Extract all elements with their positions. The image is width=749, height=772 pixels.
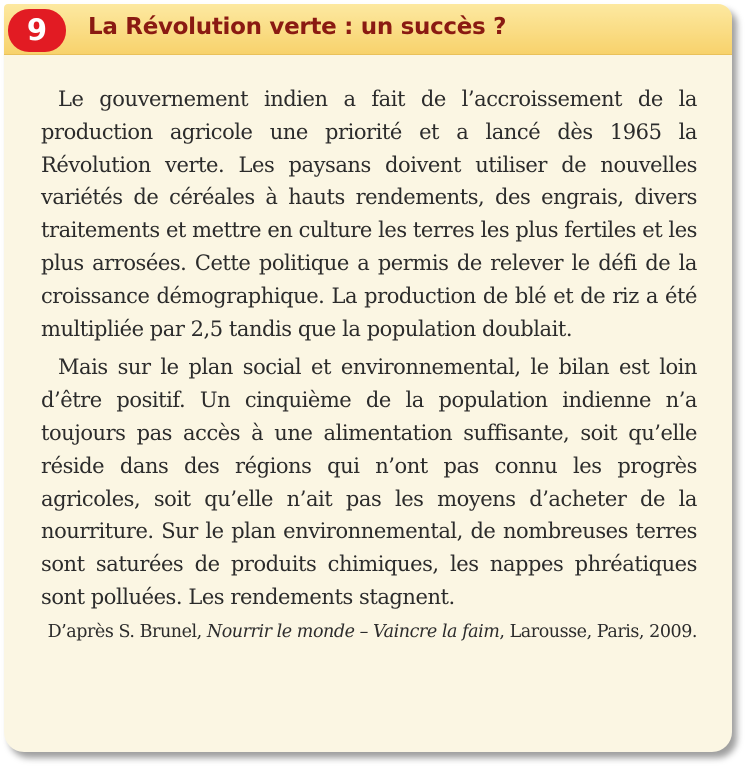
document-header	[4, 4, 732, 55]
source-prefix: D’après S. Brunel,	[47, 621, 207, 642]
paragraph-2: Mais sur le plan social et environnemental, le bilan est loin d’être positif. Un cinquième de la population indienne n’a toujours pas accès à une alimentation suffisante, soit qu’elle réside dans des régions qui n’ont pas connu les progrès agricoles, soit qu’elle n’ait pas les moyens d’acheter de la nourriture. Sur le plan environnemental, de nombreuses terres sont saturées de produits chimiques, les nappes phréatiques sont polluées. Les rendements stagnent.	[41, 355, 697, 609]
source-citation	[41, 618, 697, 646]
document-card	[4, 4, 732, 752]
source-suffix: , Larousse, Paris, 2009.	[499, 621, 697, 642]
document-number: 9	[26, 13, 48, 47]
paragraph-1: Le gouvernement indien a fait de l’accroissement de la production agricole une priorité et a lancé dès 1965 la Révolution verte. Les paysans doivent utiliser de nouvelles variétés de céréales à hauts rendements, des engrais, divers traitements et mettre en culture les terres les plus fertiles et les plus arrosées. Cette politique a permis de relever le défi de la croissance démographique. La production de blé et de riz a été multipliée par 2,5 tandis que la population doublait.	[41, 87, 697, 341]
source-book-title: Nourrir le monde – Vaincre la faim	[206, 621, 500, 642]
document-title: La Révolution verte : un succès ?	[88, 14, 507, 40]
document-number-badge	[8, 9, 66, 52]
document-body	[41, 83, 697, 646]
